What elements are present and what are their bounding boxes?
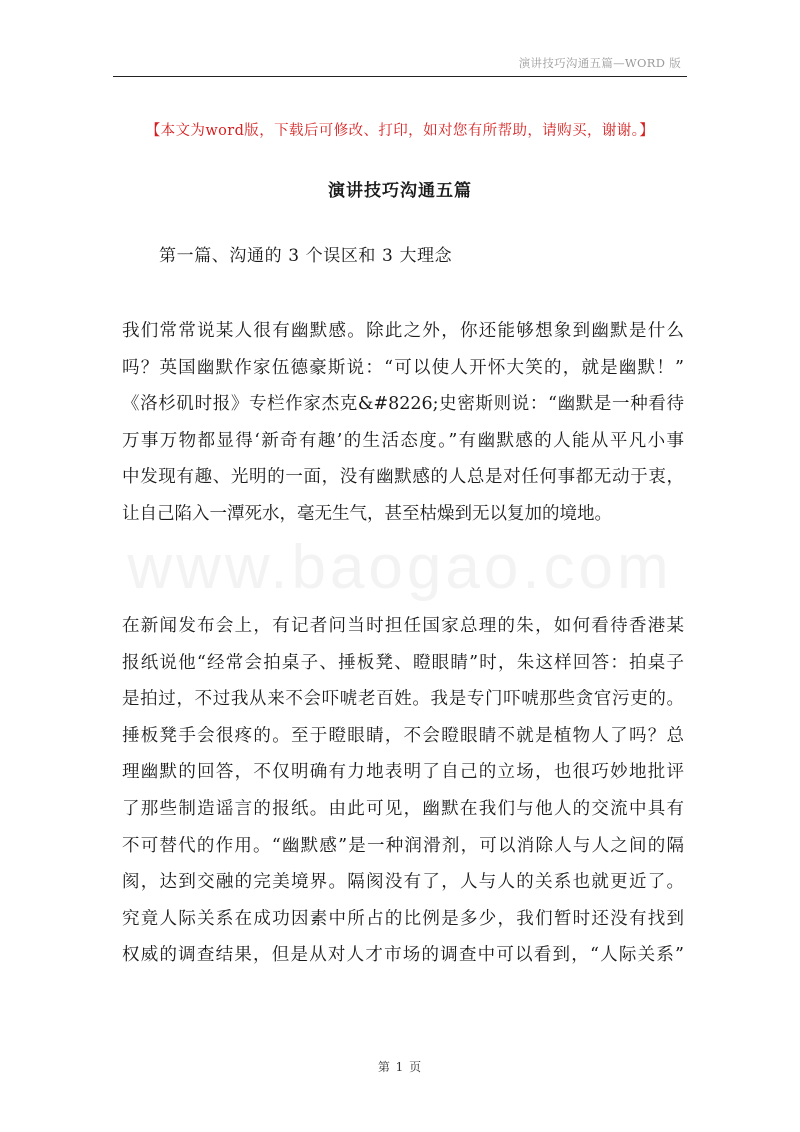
text-line: 了那些制造谣言的报纸。由此可见，幽默在我们与他人的交流中具有 xyxy=(122,798,684,819)
text-line: 理幽默的回答，不仅明确有力地表明了自己的立场，也很巧妙地批评 xyxy=(122,762,684,783)
text-line: 在新闻发布会上，有记者问当时担任国家总理的朱，如何看待香港某 xyxy=(122,616,684,636)
page-header xyxy=(113,50,687,77)
page-number: 第 1 页 xyxy=(377,1060,423,1074)
paragraph-2 xyxy=(122,608,684,974)
paragraph-1 xyxy=(122,313,684,533)
text-line: 我们常常说某人很有幽默感。除此之外，你还能够想象到幽默是什么 xyxy=(122,321,684,341)
document-title: 演讲技巧沟通五篇 xyxy=(328,181,472,201)
text-line: 《洛杉矶时报》专栏作家杰克&#8226;史密斯则说：“幽默是一种看待 xyxy=(122,394,684,415)
text-line: 权威的调查结果，但是从对人才市场的调查中可以看到，“人际关系” xyxy=(122,945,684,966)
text-line: 是拍过，不过我从来不会吓唬老百姓。我是专门吓唬那些贪官污吏的。 xyxy=(122,689,684,710)
text-line: 不可替代的作用。“幽默感”是一种润滑剂，可以消除人与人之间的隔 xyxy=(122,835,684,856)
header-title: 演讲技巧沟通五篇—WORD 版 xyxy=(518,56,681,70)
text-line: 捶板凳手会很疼的。至于瞪眼睛，不会瞪眼睛不就是植物人了吗？总 xyxy=(122,725,684,746)
text-line: 阂，达到交融的完美境界。隔阂没有了，人与人的关系也就更近了。 xyxy=(122,872,684,893)
text-line: 万事万物都显得‘新奇有趣’的生活态度。”有幽默感的人能从平凡小事 xyxy=(122,430,684,451)
text-line: 究竟人际关系在成功因素中所占的比例是多少，我们暂时还没有找到 xyxy=(122,908,684,929)
text-line: 吗？英国幽默作家伍德豪斯说：“可以使人开怀大笑的，就是幽默！” xyxy=(122,357,684,378)
watermark: www.baogao.com xyxy=(127,533,673,602)
text-line: 让自己陷入一潭死水，毫无生气，甚至枯燥到无以复加的境地。 xyxy=(122,503,612,524)
download-notice: 【本文为word版，下载后可修改、打印，如对您有所帮助，请购买，谢谢。】 xyxy=(145,123,655,139)
text-line: 报纸说他“经常会拍桌子、捶板凳、瞪眼睛”时，朱这样回答：拍桌子 xyxy=(122,652,684,673)
section-heading: 第一篇、沟通的 3 个误区和 3 大理念 xyxy=(159,246,453,266)
text-line: 中发现有趣、光明的一面，没有幽默感的人总是对任何事都无动于衷， xyxy=(122,467,684,488)
